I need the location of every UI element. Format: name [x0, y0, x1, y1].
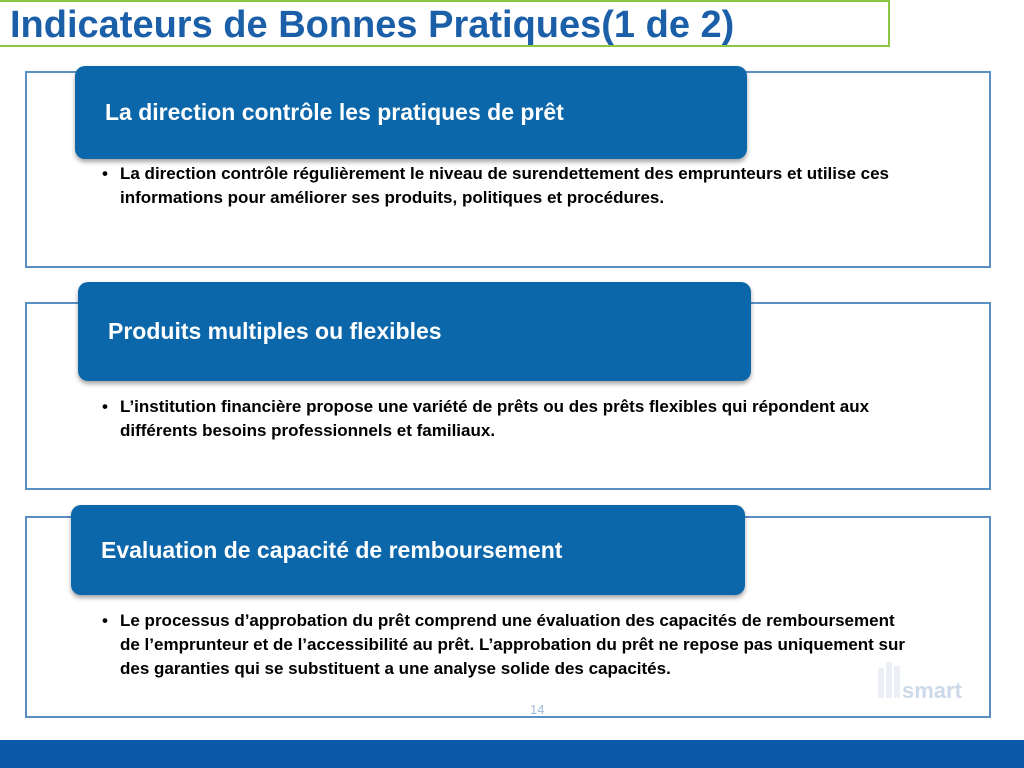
section-heading-text-1: La direction contrôle les pratiques de prêt [105, 99, 564, 125]
section-bullet-text-3: Le processus d’approbation du prêt comprend une évaluation des capacités de remboursement de l’emprunteur et de l’accessibilité au prêt. L’approbation du prêt ne repose pas uniquement sur des garanties qui se substituent a une analyse solide des capacités. [120, 611, 905, 678]
section-bullet-1 [100, 162, 900, 210]
bullet-dot: • [102, 611, 108, 630]
logo-text: smart [902, 678, 962, 703]
section-heading-3 [71, 505, 745, 595]
slide-title: Indicateurs de Bonnes Pratiques(1 de 2) [10, 4, 735, 46]
section-heading-text-2: Produits multiples ou flexibles [108, 318, 442, 344]
section-bullet-text-2: L’institution financière propose une variété de prêts ou des prêts flexibles qui répondent aux différents besoins professionnels et familiaux. [120, 397, 870, 440]
section-bullet-3 [100, 609, 910, 681]
page-number: 14 [530, 702, 545, 717]
section-bullet-text-1: La direction contrôle régulièrement le niveau de surendettement des emprunteurs et utilise ces informations pour améliorer ses produits, politiques et procédures. [120, 164, 889, 207]
footer-bar [0, 740, 1024, 768]
bullet-dot: • [102, 397, 108, 416]
smart-logo [872, 658, 982, 718]
section-bullet-2 [100, 395, 880, 443]
section-heading-text-3: Evaluation de capacité de remboursement [101, 536, 563, 563]
bullet-dot: • [102, 164, 108, 183]
section-heading-1 [75, 66, 747, 159]
title-bar [0, 0, 890, 47]
section-heading-2 [78, 282, 751, 381]
